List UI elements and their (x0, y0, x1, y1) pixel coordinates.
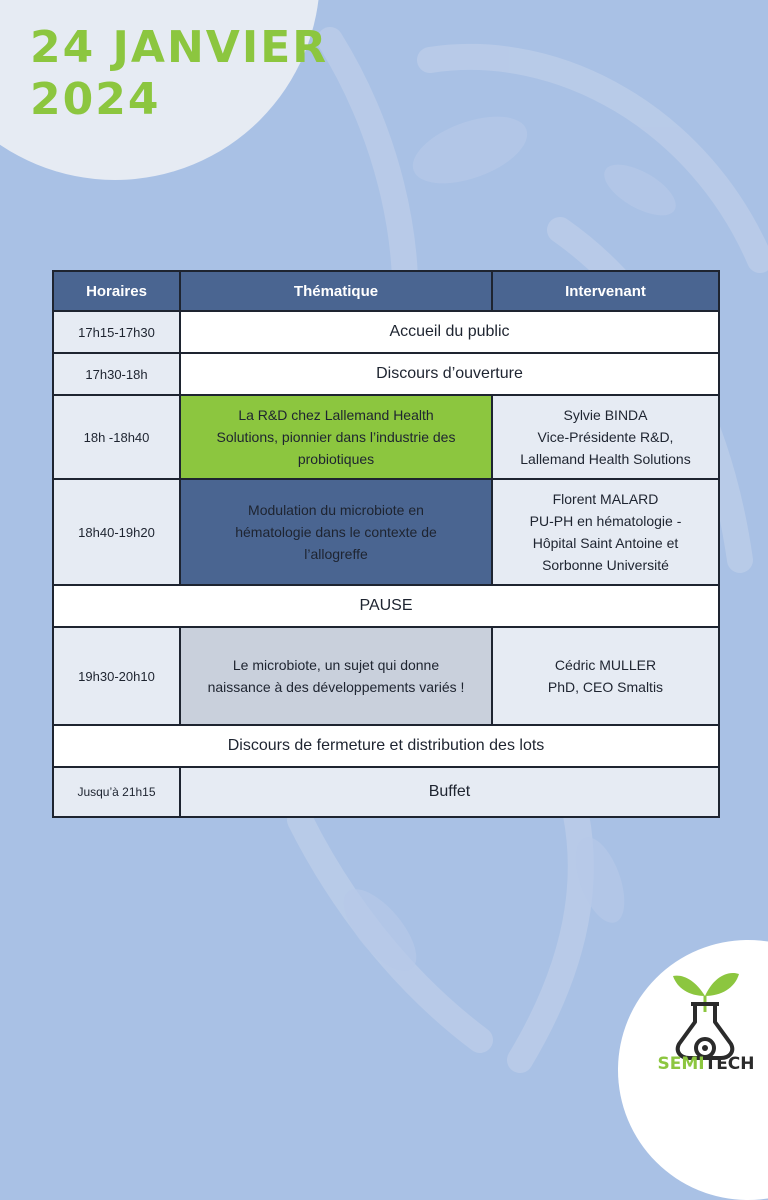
speaker-line: PU-PH en hématologie - (529, 513, 682, 529)
date-line-1: 24 JANVIER (30, 22, 329, 73)
program-table (52, 270, 720, 818)
topic-line: Le microbiote, un sujet qui donne (232, 657, 440, 673)
time-cell: 18h -18h40 (53, 395, 180, 479)
speaker-line: PhD, CEO Smaltis (547, 679, 664, 695)
time-cell: 17h30-18h (53, 353, 180, 395)
session-cell: Discours de fermeture et distribution des lots (53, 725, 719, 767)
table-row (53, 353, 719, 395)
semitech-logo-text (654, 1054, 758, 1074)
event-date (30, 22, 328, 126)
time-cell: 17h15-17h30 (53, 311, 180, 353)
topic-cell (180, 627, 492, 725)
topic-cell (180, 479, 492, 585)
session-cell: Discours d’ouverture (180, 353, 719, 395)
speaker-cell (492, 627, 719, 725)
time-cell: Jusqu’à 21h15 (53, 767, 180, 817)
speaker-line: Vice-Présidente R&D, (537, 429, 674, 445)
speaker-line: Sorbonne Université (542, 557, 669, 573)
table-row (53, 725, 719, 767)
time-cell: 18h40-19h20 (53, 479, 180, 585)
time-cell: 19h30-20h10 (53, 627, 180, 725)
session-cell: Accueil du public (180, 311, 719, 353)
speaker-line: Lallemand Health Solutions (520, 451, 691, 467)
session-cell: Buffet (180, 767, 719, 817)
table-row (53, 311, 719, 353)
table-row (53, 767, 719, 817)
header-thematique: Thématique (180, 271, 492, 311)
header-horaires: Horaires (53, 271, 180, 311)
date-line-2: 2024 (30, 74, 161, 125)
speaker-line: Hôpital Saint Antoine et (532, 535, 679, 551)
table-row (53, 627, 719, 725)
table-header-row (53, 271, 719, 311)
table-row (53, 585, 719, 627)
pause-cell: PAUSE (53, 585, 719, 627)
topic-line: Solutions, pionnier dans l’industrie des (216, 429, 456, 445)
speaker-line: Cédric MULLER (554, 657, 657, 673)
topic-line: hématologie dans le contexte de (235, 524, 437, 540)
header-intervenant: Intervenant (492, 271, 719, 311)
topic-line: naissance à des développements variés ! (207, 679, 465, 695)
logo-text-tech: TECH (704, 1054, 755, 1074)
table-row (53, 395, 719, 479)
table-row (53, 479, 719, 585)
logo-text-semi: SEMI (657, 1054, 705, 1074)
speaker-line: Sylvie BINDA (563, 407, 648, 423)
topic-line: probiotiques (297, 451, 375, 467)
topic-line: La R&D chez Lallemand Health (238, 407, 434, 423)
topic-cell (180, 395, 492, 479)
speaker-cell (492, 395, 719, 479)
topic-line: Modulation du microbiote en (248, 502, 424, 518)
speaker-line: Florent MALARD (552, 491, 659, 507)
topic-line: l’allogreffe (304, 546, 368, 562)
speaker-cell (492, 479, 719, 585)
